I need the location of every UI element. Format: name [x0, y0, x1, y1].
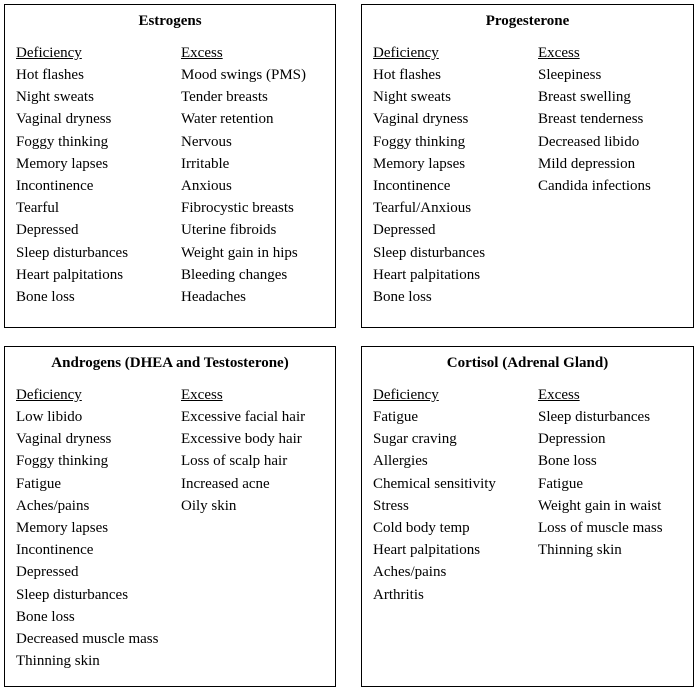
excess-header: Excess [538, 387, 580, 403]
list-item: Night sweats [16, 89, 94, 106]
list-item: Sleep disturbances [16, 586, 129, 603]
list-item: Incontinence [16, 177, 94, 194]
deficiency-header: Deficiency [16, 45, 82, 61]
excess-header: Excess [181, 387, 223, 403]
list-item: Depressed [16, 222, 79, 239]
list-item: Decreased muscle mass [16, 630, 159, 647]
list-item: Sleep disturbances [16, 244, 129, 261]
list-item: Sleep disturbances [373, 244, 486, 261]
list-item: Loss of scalp hair [181, 453, 288, 470]
list-item: Tearful/Anxious [373, 200, 472, 217]
deficiency-header: Deficiency [373, 387, 439, 403]
excess-column [538, 384, 663, 561]
list-item: Candida infections [538, 177, 651, 194]
list-item: Cold body temp [373, 519, 470, 536]
list-item: Arthritis [373, 586, 424, 603]
list-item: Heart palpitations [373, 266, 481, 283]
list-item: Fatigue [538, 475, 583, 492]
list-item: Foggy thinking [16, 453, 109, 470]
list-item: Weight gain in hips [181, 244, 298, 261]
estrogens-panel [4, 4, 336, 328]
deficiency-header: Deficiency [16, 387, 82, 403]
list-item: Headaches [181, 288, 246, 305]
list-item: Irritable [181, 155, 230, 172]
list-item: Memory lapses [16, 519, 109, 536]
list-item: Excessive facial hair [181, 409, 306, 425]
list-item: Heart palpitations [373, 542, 481, 559]
excess-column [181, 42, 306, 308]
list-item: Aches/pains [16, 497, 90, 514]
list-item: Depressed [373, 222, 436, 239]
list-item: Foggy thinking [373, 133, 466, 150]
list-item: Bone loss [16, 288, 75, 305]
list-item: Incontinence [373, 177, 451, 194]
list-item: Bone loss [538, 453, 597, 470]
list-item: Incontinence [16, 542, 94, 559]
list-item: Bleeding changes [181, 266, 288, 283]
list-item: Tender breasts [181, 89, 268, 106]
list-item: Bone loss [373, 288, 432, 305]
list-item: Allergies [373, 453, 428, 470]
list-item: Bone loss [16, 608, 75, 625]
cortisol-panel [361, 346, 694, 687]
list-item: Mild depression [538, 155, 636, 172]
panel-title: Progesterone [485, 13, 570, 29]
list-item: Thinning skin [538, 542, 622, 559]
list-item: Chemical sensitivity [373, 475, 496, 492]
excess-header: Excess [538, 45, 580, 61]
list-item: Hot flashes [373, 67, 441, 83]
list-item: Aches/pains [373, 564, 447, 581]
list-item: Breast tenderness [538, 111, 644, 128]
list-item: Mood swings (PMS) [181, 67, 307, 83]
excess-header: Excess [181, 45, 223, 61]
list-item: Memory lapses [16, 155, 109, 172]
list-item: Vaginal dryness [16, 431, 112, 448]
list-item: Loss of muscle mass [538, 519, 663, 536]
list-item: Memory lapses [373, 155, 466, 172]
list-item: Water retention [181, 111, 274, 128]
excess-column [538, 42, 651, 197]
list-item: Thinning skin [16, 653, 100, 670]
list-item: Oily skin [181, 497, 237, 514]
list-item: Heart palpitations [16, 266, 124, 283]
list-item: Excessive body hair [181, 431, 302, 448]
list-item: Sugar craving [373, 431, 457, 448]
list-item: Hot flashes [16, 67, 84, 83]
list-item: Sleep disturbances [538, 409, 651, 425]
list-item: Fibrocystic breasts [181, 200, 294, 217]
panel-title: Estrogens [138, 13, 202, 29]
list-item: Tearful [16, 200, 60, 217]
deficiency-column [16, 42, 128, 308]
list-item: Sleepiness [538, 67, 602, 83]
panel-title: Cortisol (Adrenal Gland) [446, 355, 609, 371]
deficiency-column [373, 42, 485, 308]
androgens-panel [4, 346, 336, 687]
list-item: Foggy thinking [16, 133, 109, 150]
progesterone-panel [361, 4, 694, 328]
panel-title: Androgens (DHEA and Testosterone) [51, 355, 289, 371]
list-item: Stress [373, 497, 409, 514]
list-item: Night sweats [373, 89, 451, 106]
list-item: Vaginal dryness [16, 111, 112, 128]
deficiency-header: Deficiency [373, 45, 439, 61]
list-item: Uterine fibroids [181, 222, 277, 239]
deficiency-column [373, 384, 496, 606]
list-item: Fatigue [16, 475, 61, 492]
list-item: Fatigue [373, 409, 418, 425]
list-item: Vaginal dryness [373, 111, 469, 128]
list-item: Weight gain in waist [538, 497, 662, 514]
list-item: Decreased libido [538, 133, 640, 150]
list-item: Nervous [181, 133, 232, 150]
deficiency-column [16, 384, 158, 672]
list-item: Increased acne [181, 475, 270, 492]
list-item: Depression [538, 431, 606, 448]
list-item: Depressed [16, 564, 79, 581]
excess-column [181, 384, 305, 517]
list-item: Low libido [16, 409, 83, 425]
list-item: Breast swelling [538, 89, 631, 106]
list-item: Anxious [181, 177, 232, 194]
